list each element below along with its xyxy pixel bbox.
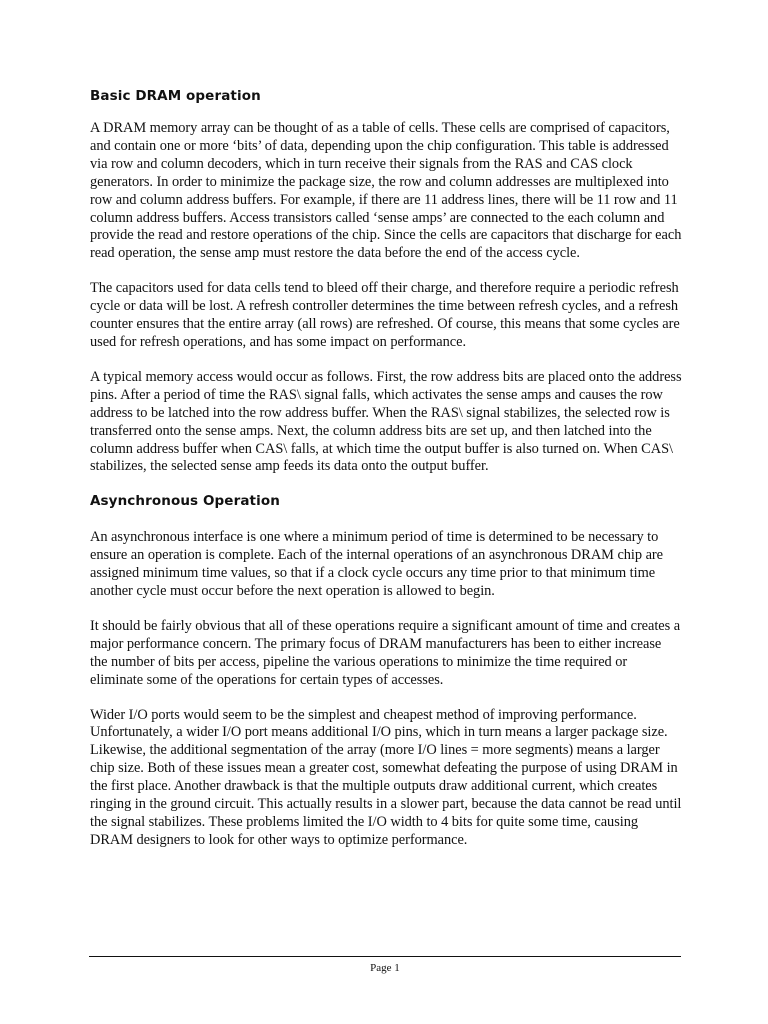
- paragraph: A typical memory access would occur as follows. First, the row address bits are placed onto the address pins. After a period of time the RAS\ signal falls, which activates the sense amps and causes the row address to be latched into the row address buffer. When the RAS\ signal stabilizes, the selected row is transferred onto the sense amps. Next, the column address bits are set up, and then latched into the column address buffer when CAS\ falls, at which time the output buffer is also turned on. When CAS\ stabilizes, the selected sense amp feeds its data onto the output buffer.: [90, 368, 682, 475]
- paragraph: A DRAM memory array can be thought of as a table of cells. These cells are comprised of capacitors, and contain one or more ‘bits’ of data, depending upon the chip configuration. This table is addressed via row and column decoders, which in turn receive their signals from the RAS and CAS clock generators. In order to minimize the package size, the row and column addresses are multiplexed into row and column address buffers. For example, if there are 11 address lines, there will be 11 row and 11 column address buffers. Access transistors called ‘sense amps’ are connected to the each column and provide the read and restore operations of the chip. Since the cells are capacitors that discharge for each read operation, the sense amp must restore the data before the end of the access cycle.: [90, 120, 682, 262]
- footer-divider: [89, 956, 681, 957]
- page-number: Page 1: [370, 962, 400, 974]
- paragraph: Wider I/O ports would seem to be the simplest and cheapest method of improving performance. Unfortunately, a wider I/O port means additional I/O pins, which in turn means a larger package size. Likewise, the additional segmentation of the array (more I/O lines = more segments) means a larger chip size. Both of these issues mean a greater cost, somewhat defeating the purpose of using DRAM in the first place. Another drawback is that the multiple outputs draw additional current, which creates ringing in the ground circuit. This actually results in a slower part, because the data cannot be read until the signal stabilizes. These problems limited the I/O width to 4 bits for quite some time, causing DRAM designers to look for other ways to optimize performance.: [90, 706, 682, 848]
- section-heading-basic-dram: Basic DRAM operation: [90, 88, 261, 104]
- paragraph: The capacitors used for data cells tend to bleed off their charge, and therefore require a periodic refresh cycle or data will be lost. A refresh controller determines the time between refresh cycles, and a refresh counter ensures that the entire array (all rows) are refreshed. Of course, this means that some cycles are used for refresh operations, and has some impact on performance.: [90, 280, 680, 350]
- paragraph: It should be fairly obvious that all of these operations require a significant amount of time and creates a major performance concern. The primary focus of DRAM manufacturers has been to either increase the number of bits per access, pipeline the various operations to minimize the time required or eliminate some of the operations for certain types of accesses.: [90, 617, 681, 688]
- section-heading-asynchronous: Asynchronous Operation: [90, 493, 280, 510]
- paragraph: An asynchronous interface is one where a minimum period of time is determined to be necessary to ensure an operation is complete. Each of the internal operations of an asynchronous DRAM chip are assigned minimum time values, so that if a clock cycle occurs any time prior to that minimum time another cycle must occur before the next operation is allowed to begin.: [90, 529, 663, 600]
- document-body: [90, 88, 682, 867]
